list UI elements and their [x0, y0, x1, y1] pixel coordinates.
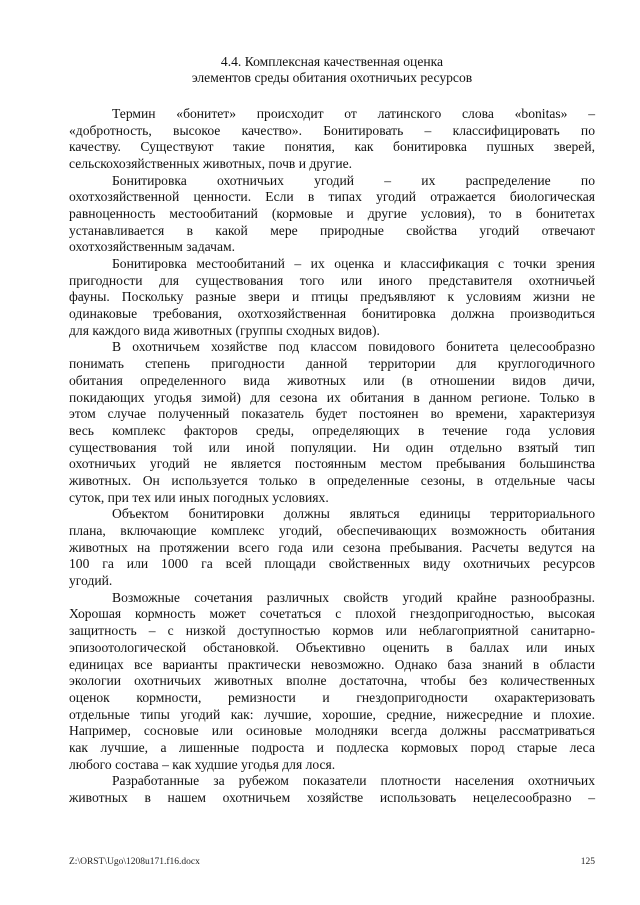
text-line: этом случае полученный показатель будет постоянен во времени, характеризуя [69, 406, 595, 422]
text-line: как лучшие, а лишенные подроста и подлеска кормовых пород старые леса [69, 739, 595, 755]
section-title [69, 54, 595, 87]
text-line: одинаковые требования, охотхозяйственная бонитировка должна производиться [69, 306, 595, 322]
text-line: эпизоотологической обстановкой. Объективно оценить в баллах или иных [69, 639, 595, 655]
text-line: животных на протяжении всего года или сезона пребывания. Расчеты ведутся на [69, 539, 595, 555]
text-line: пригодности для существования того или иного представителя охотничьей [69, 272, 595, 288]
text-line: качеству. Существуют такие понятия, как бонитировка пушных зверей, [69, 139, 595, 155]
text-line: экологии охотничьих животных вполне достаточна, чтобы без количественных [69, 673, 595, 689]
text-line: Термин «бонитет» происходит от латинского слова «bonitas» – [112, 105, 595, 121]
paragraph [69, 590, 595, 774]
title-line-1: 4.4. Комплексная качественная оценка [220, 54, 444, 69]
document-page [69, 54, 595, 807]
text-line: весь комплекс факторов среды, определяющих в течение года условия [69, 422, 595, 438]
text-line: животных в нашем охотничьем хозяйстве использовать нецелесообразно – [69, 790, 595, 805]
text-line: суток, при тех или иных погодных условиях. [69, 489, 329, 505]
paragraph [69, 773, 595, 806]
title-line-2: элементов среды обитания охотничьих ресурсов [191, 70, 473, 86]
body-text [69, 106, 595, 807]
text-line: существования той или иной популяции. Ни один отдельно взятый тип [69, 439, 595, 455]
text-line: В охотничьем хозяйстве под классом повидового бонитета целесообразно [112, 339, 595, 355]
text-line: Возможные сочетания различных свойств угодий крайне разнообразны. [112, 589, 595, 605]
text-line: обитания определенного вида животных или (в отношении видов дичи, [69, 372, 595, 388]
text-line: равноценность местообитаний (кормовые и другие условия), то в бонитетах [69, 205, 595, 221]
paragraph [69, 106, 595, 173]
text-line: единицах все варианты практически невозможно. Однако база знаний в области [69, 656, 595, 672]
paragraph [69, 506, 595, 589]
text-line: животных. Он используется только в определенные сезоны, в отдельные часы [69, 472, 595, 488]
text-line: сельскохозяйственных животных, почв и другие. [69, 155, 353, 171]
file-path: Z:\ORST\Ugo\1208u171.f16.docx [69, 857, 200, 867]
text-line: Например, сосновые или осиновые молодняки всегда должны рассматриваться [69, 723, 595, 739]
text-line: Хорошая кормность может сочетаться с плохой гнездопригодностью, высокая [69, 606, 595, 622]
text-line: угодий. [69, 573, 113, 589]
text-line: Бонитировка охотничьих угодий – их распределение по [112, 172, 595, 188]
paragraph [69, 173, 595, 256]
text-line: оценок кормности, ремизности и гнездопригодности охарактеризовать [69, 689, 595, 705]
text-line: покидающих угодья зимой) для сезона их обитания в данном регионе. Только в [69, 389, 595, 405]
text-line: плана, включающие комплекс угодий, обеспечивающих возможность обитания [69, 523, 595, 538]
text-line: Бонитировка местообитаний – их оценка и классификация с точки зрения [112, 256, 595, 271]
page-number: 125 [580, 857, 595, 867]
text-line: охотхозяйственным задачам. [69, 239, 235, 255]
text-line: Разработанные за рубежом показатели плотности населения охотничьих [112, 773, 595, 789]
paragraph [69, 339, 595, 506]
text-line: «добротность, высокое качество». Бонитировать – классифицировать по [69, 122, 595, 138]
text-line: устанавливается в какой мере природные свойства угодий отвечают [69, 222, 595, 238]
text-line: любого состава – как худшие угодья для лося. [69, 756, 336, 772]
text-line: охотхозяйственной ценности. Если в типах угодий отражается биологическая [69, 189, 595, 205]
paragraph [69, 256, 595, 339]
text-line: для каждого вида животных (группы сходных видов). [69, 322, 380, 338]
text-line: 100 га или 1000 га всей площади свойственных виду охотничьих ресурсов [69, 556, 595, 572]
text-line: фауны. Поскольку разные звери и птицы предъявляют к условиям жизни не [69, 289, 595, 305]
text-line: Объектом бонитировки должны являться единицы территориального [112, 506, 595, 522]
text-line: отдельные типы угодий как: лучшие, хорошие, средние, нижесредние и плохие. [69, 706, 595, 722]
text-line: охотничьих угодий не является постоянным местом пребывания большинства [69, 456, 595, 472]
text-line: защитность – с низкой доступностью кормов или неблагоприятной санитарно- [69, 623, 595, 639]
text-line: понимать степень пригодности данной территории для круглогодичного [69, 356, 595, 372]
